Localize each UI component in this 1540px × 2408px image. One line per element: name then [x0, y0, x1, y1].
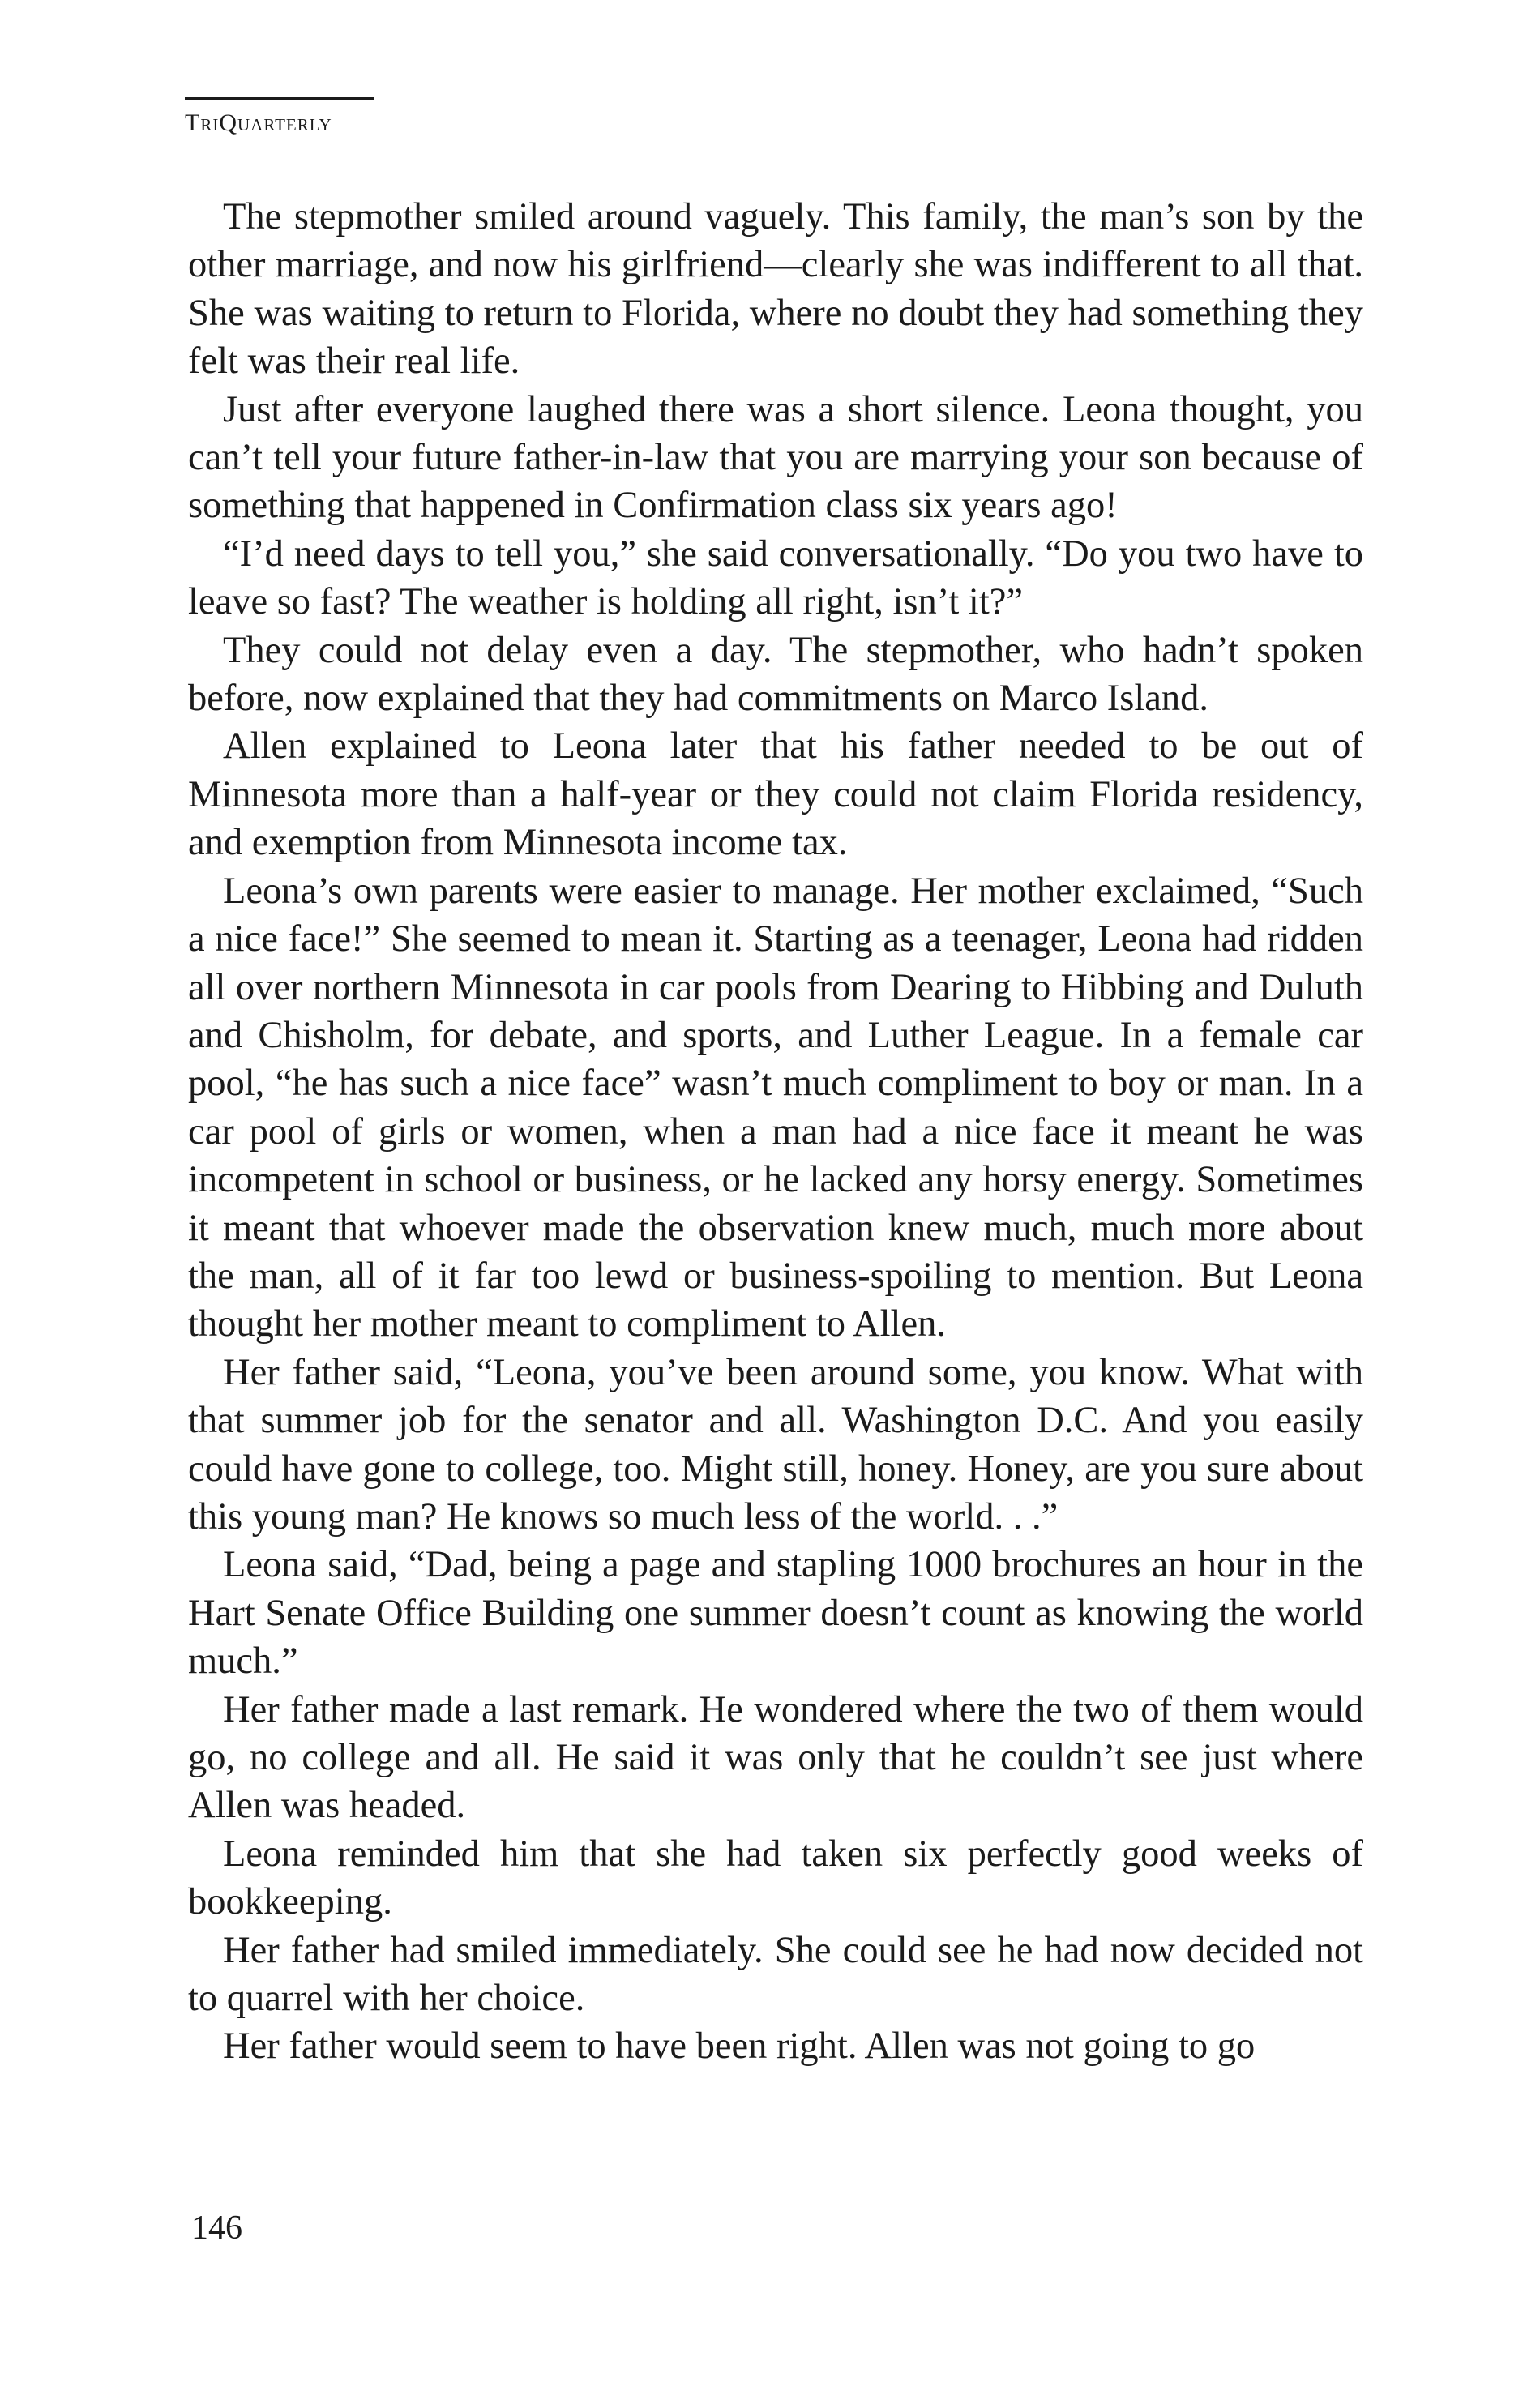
paragraph-9: Her father made a last remark. He wondered where the two of them would go, no college and all. He said it was only that he couldn’t see just where Allen was headed.	[188, 1688, 1363, 1827]
paragraph-6: Leona’s own parents were easier to manage. Her mother exclaimed, “Such a nice face!” She seemed to mean it. Starting as a teenager, Leona had ridden all over northern Minnesota in car pools from Dearing to Hibbing and Duluth and Chisholm, for debate, and sports, and Luther League. In a female car pool, “he has such a nice face” wasn’t much compliment to boy or man. In a car pool of girls or women, when a man had a nice face it meant he was incompetent in school or business, or he lacked any horsy energy. Sometimes it meant that whoever made the observation knew much, much more about the man, all of it far too lewd or business-spoiling to mention. But Leona thought her mother meant to compliment to Allen.	[188, 870, 1363, 1345]
paragraph-10: Leona reminded him that she had taken six perfectly good weeks of bookkeeping.	[188, 1833, 1363, 1923]
body-text	[188, 193, 1363, 2071]
paragraph-12: Her father would seem to have been right. Allen was not going to go	[223, 2025, 1256, 2068]
paragraph-8: Leona said, “Dad, being a page and stapling 1000 brochures an hour in the Hart Senate Office Building one summer doesn’t count as knowing the world much.”	[188, 1544, 1363, 1683]
page-number: 146	[191, 2209, 242, 2247]
paragraph-2: Just after everyone laughed there was a short silence. Leona thought, you can’t tell your future father-in-law that you are marrying your son because of something that happened in Confirmation class six years ago!	[188, 388, 1363, 527]
paragraph-5: Allen explained to Leona later that his father needed to be out of Minnesota more than a half-year or they could not claim Florida residency, and exemption from Minnesota income tax.	[188, 725, 1363, 864]
paragraph-1: The stepmother smiled around vaguely. This family, the man’s son by the other marriage, and now his girlfriend—clearly she was indifferent to all that. She was waiting to return to Florida, where no doubt they had something they felt was their real life.	[188, 196, 1363, 383]
paragraph-4: They could not delay even a day. The stepmother, who hadn’t spoken before, now explained that they had commitments on Marco Island.	[188, 629, 1363, 720]
paragraph-11: Her father had smiled immediately. She could see he had now decided not to quarrel with her choice.	[188, 1929, 1363, 2020]
paragraph-7: Her father said, “Leona, you’ve been around some, you know. What with that summer job for the senator and all. Washington D.C. And you easily could have gone to college, too. Might still, honey. Honey, are you sure about this young man? He knows so much less of the world. . .”	[188, 1351, 1363, 1538]
running-head: TriQuarterly	[185, 97, 374, 135]
paragraph-3: “I’d need days to tell you,” she said conversationally. “Do you two have to leave so fast? The weather is holding all right, isn’t it?”	[188, 532, 1363, 623]
